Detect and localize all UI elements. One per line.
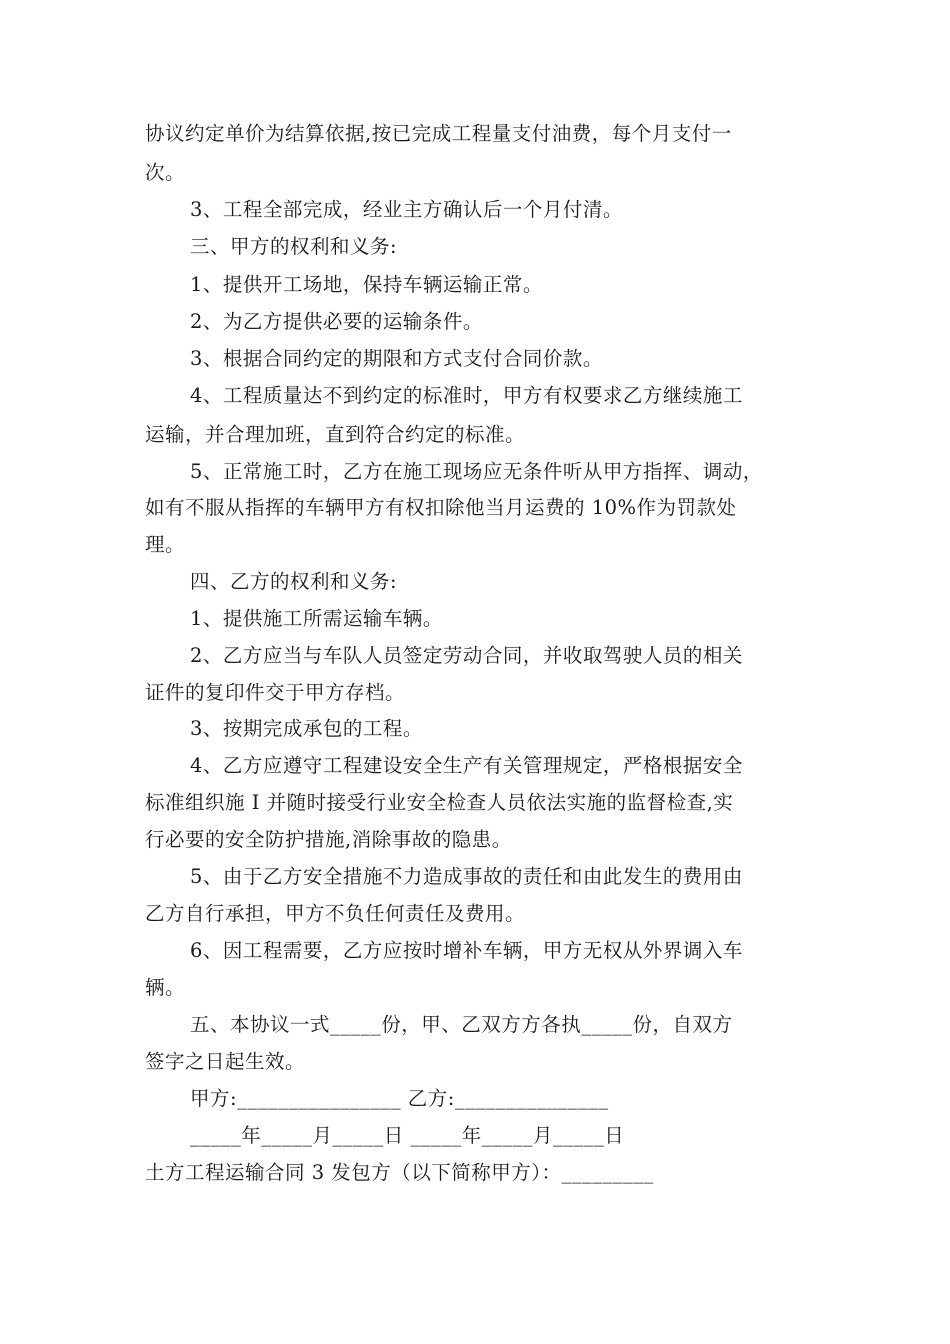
text-line: 签字之日起生效。: [145, 1050, 306, 1073]
text-line: 1、提供开工场地，保持车辆运输正常。: [190, 273, 543, 296]
section-heading: 五、本协议一式_____份，甲、乙双方方各执_____份，自双方: [190, 1013, 733, 1036]
text-line: 证件的复印件交于甲方存档。: [145, 681, 406, 704]
text-line: 4、乙方应遵守工程建设安全生产有关管理规定，严格根据安全: [190, 754, 743, 777]
text-line: 1、提供施工所需运输车辆。: [190, 607, 443, 630]
text-line: 标准组织施 I 并随时接受行业安全检查人员依法实施的监督检查,实: [145, 791, 734, 814]
text-line: 乙方自行承担，甲方不负任何责任及费用。: [145, 902, 526, 925]
text-line: 理。: [145, 533, 186, 556]
text-line: 运输，并合理加班，直到符合约定的标准。: [145, 423, 526, 446]
text-line: 2、为乙方提供必要的运输条件。: [190, 310, 483, 333]
signature-line: 甲方:________________ 乙方:_______________: [190, 1087, 609, 1110]
text-line: 次。: [145, 161, 186, 184]
text-line: 行必要的安全防护措施,消除事故的隐患。: [145, 828, 512, 851]
date-line: _____年_____月_____日 _____年_____月_____日: [190, 1124, 625, 1147]
text-line: 协议约定单价为结算依据,按已完成工程量支付油费，每个月支付一: [145, 122, 732, 145]
text-line: 辆。: [145, 976, 186, 999]
text-line: 3、根据合同约定的期限和方式支付合同价款。: [190, 347, 603, 370]
text-line: 5、正常施工时，乙方在施工现场应无条件听从甲方指挥、调动，: [190, 460, 763, 483]
text-line: 4、工程质量达不到约定的标准时，甲方有权要求乙方继续施工: [190, 384, 743, 407]
next-contract-heading: 土方工程运输合同 3 发包方（以下简称甲方）：_________: [145, 1161, 654, 1184]
text-line: 3、工程全部完成，经业主方确认后一个月付清。: [190, 198, 623, 221]
text-line: 如有不服从指挥的车辆甲方有权扣除他当月运费的 10%作为罚款处: [145, 496, 737, 519]
section-heading: 三、甲方的权利和义务:: [190, 235, 398, 258]
text-line: 5、由于乙方安全措施不力造成事故的责任和由此发生的费用由: [190, 865, 743, 888]
section-heading: 四、乙方的权利和义务:: [190, 570, 398, 593]
text-line: 2、乙方应当与车队人员签定劳动合同，并收取驾驶人员的相关: [190, 644, 743, 667]
text-line: 6、因工程需要，乙方应按时增补车辆，甲方无权从外界调入车: [190, 939, 743, 962]
text-line: 3、按期完成承包的工程。: [190, 717, 423, 740]
